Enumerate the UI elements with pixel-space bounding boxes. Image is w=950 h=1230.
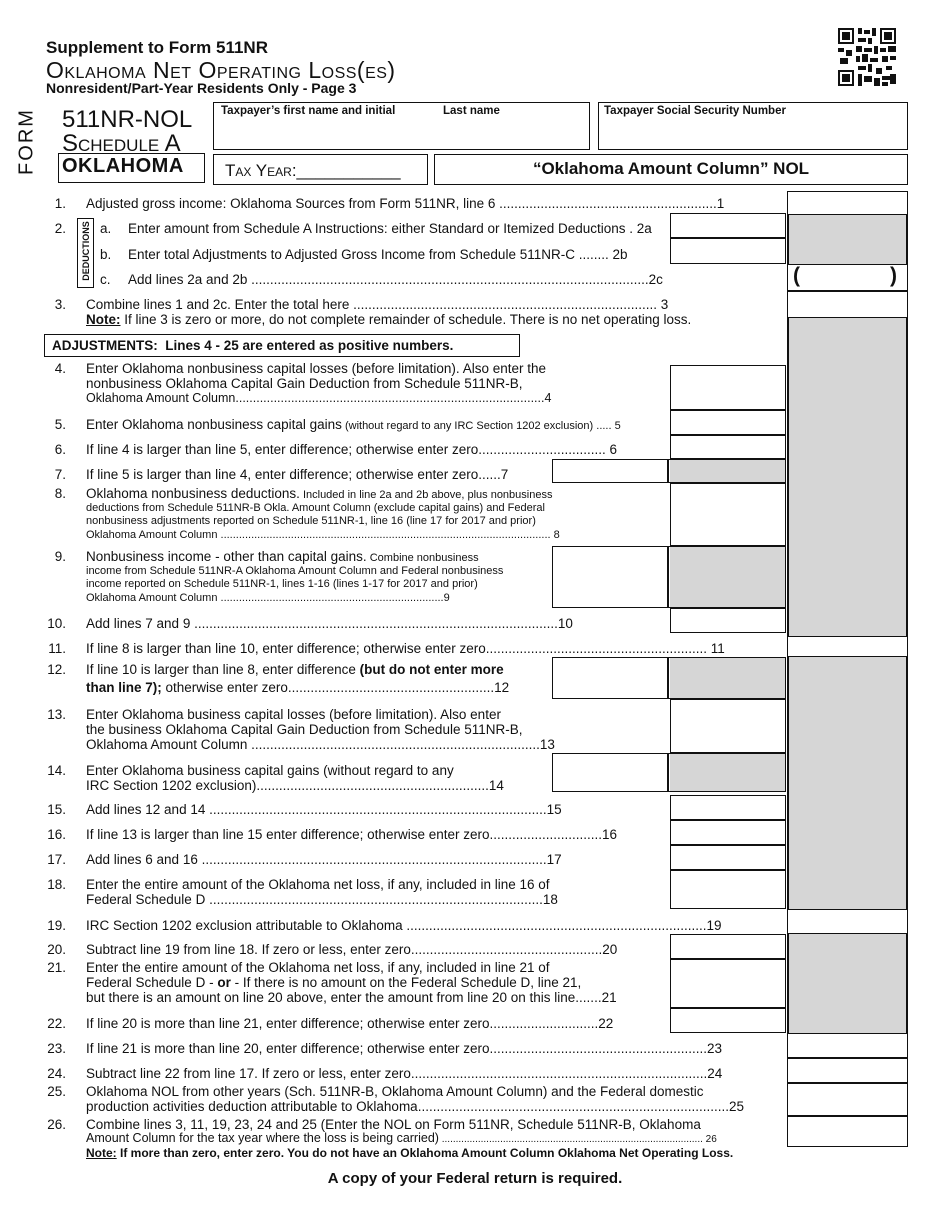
line-26-amount[interactable] — [787, 1116, 908, 1147]
right-shade-mid — [788, 657, 908, 909]
line-14-amount[interactable] — [552, 753, 668, 792]
form-vertical-label: FORM — [15, 108, 38, 175]
first-name-label: Taxpayer’s first name and initial — [221, 105, 396, 117]
line-6-amount[interactable] — [670, 435, 786, 459]
line-21-amount[interactable] — [670, 959, 786, 1008]
line-7-amount[interactable] — [552, 459, 668, 483]
line-9-amount[interactable] — [552, 546, 668, 608]
supplement-title: Supplement to Form 511NR — [46, 38, 268, 57]
form-schedule: Schedule A — [62, 130, 181, 157]
line-2a-amount[interactable] — [670, 213, 786, 238]
line-5-amount[interactable] — [670, 410, 786, 435]
form-number: 511NR-NOL — [62, 106, 193, 133]
line-11-amount[interactable] — [787, 636, 908, 657]
form-subtitle: Nonresident/Part-Year Residents Only - Page 3 — [46, 80, 357, 96]
line-12-amount[interactable] — [552, 657, 668, 699]
form-title: Oklahoma Net Operating Loss(es) — [46, 57, 396, 83]
line-9-shade-border — [668, 546, 786, 608]
right-col-border-left — [787, 191, 789, 1147]
form-state-box — [58, 153, 205, 183]
line-4-amount[interactable] — [670, 365, 786, 410]
line-25-amount[interactable] — [787, 1083, 908, 1116]
line-23-amount[interactable] — [787, 1033, 908, 1058]
footer-note: A copy of your Federal return is required. — [327, 1170, 623, 1187]
line-12-shade-border — [668, 657, 786, 699]
line-15-amount[interactable] — [670, 795, 786, 820]
ssn-label: Taxpayer Social Security Number — [604, 105, 786, 117]
line-20-amount[interactable] — [670, 934, 786, 959]
line-13-amount[interactable] — [670, 699, 786, 753]
qr-code-icon — [838, 28, 896, 86]
tax-year-label: Tax Year:___________ — [225, 161, 401, 180]
line-22-amount[interactable] — [670, 1008, 786, 1033]
right-shade-main — [788, 318, 908, 636]
line-17-amount[interactable] — [670, 845, 786, 870]
line-16-amount[interactable] — [670, 820, 786, 845]
form-state: OKLAHOMA — [62, 155, 184, 177]
line-2c-paren-open: ( — [793, 264, 800, 287]
line-19-amount[interactable] — [787, 909, 908, 934]
line-10-amount[interactable] — [670, 608, 786, 633]
line-24-amount[interactable] — [787, 1058, 908, 1083]
line-3-amount[interactable] — [787, 291, 908, 318]
line-2c-paren-close: ) — [890, 264, 897, 287]
last-name-label: Last name — [443, 105, 500, 117]
right-col-border-right — [906, 191, 908, 1147]
deductions-side-label: DEDUCTIONS — [81, 221, 91, 281]
right-shade-low — [788, 934, 908, 1033]
line-1-amount[interactable] — [787, 191, 908, 215]
column-title: “Oklahoma Amount Column” NOL — [532, 159, 810, 178]
line-14-shade-border — [668, 753, 786, 792]
line-8-amount[interactable] — [670, 483, 786, 546]
adjustments-banner-text: ADJUSTMENTS: Lines 4 - 25 are entered as positive numbers. — [52, 338, 454, 353]
line-2b-amount[interactable] — [670, 238, 786, 264]
line-18-amount[interactable] — [670, 870, 786, 909]
line-7-shade-border — [668, 459, 786, 483]
